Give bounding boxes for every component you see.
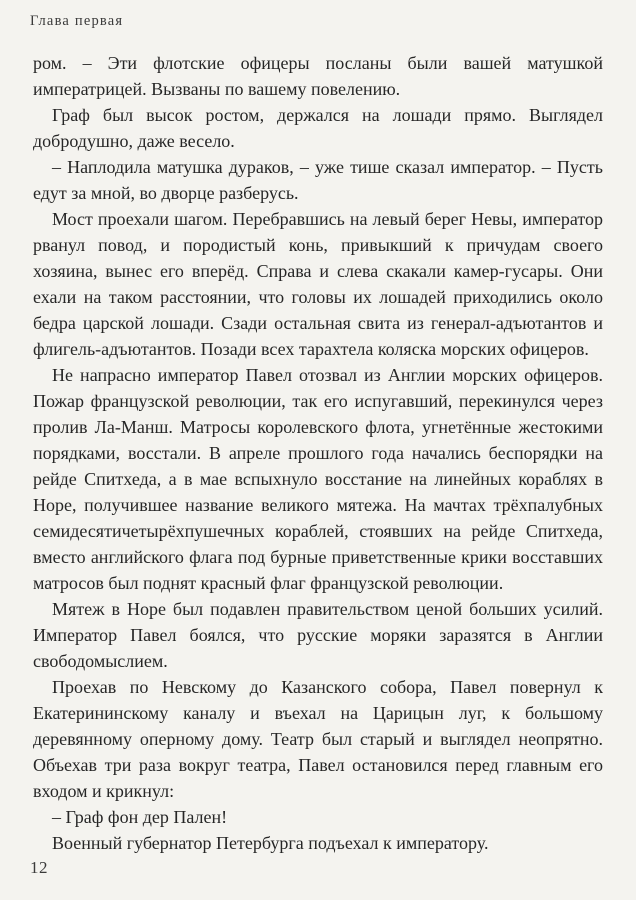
paragraph: Военный губернатор Петербурга подъехал к императору. — [52, 833, 489, 853]
paragraph: Мятеж в Норе был подавлен правительством ценой больших усилий. Император Павел боялся, что русские моряки заразятся в Англии свободомыслием. — [33, 599, 603, 671]
paragraph: Проехав по Невскому до Казанского собора, Павел повернул к Екатерининскому каналу и въехал на Царицын луг, к большому деревянному оперному дому. Театр был старый и выглядел неопрятно. Объехав три раза вокруг театра, Павел остановился перед главным его входом и крикнул: — [33, 677, 603, 801]
paragraph: – Граф фон дер Пален! — [52, 807, 228, 827]
paragraph: Мост проехали шагом. Перебравшись на левый берег Невы, император рванул повод, и породистый конь, привыкший к причудам своего хозяина, вынес его вперёд. Справа и слева скакали камер-гусары. Они ехали на таком расстоянии, что головы их лошадей приходились около бедра царской лошади. Сзади остальная свита из генерал-адъютантов и флигель-адъютантов. Позади всех тарахтела коляска морских офицеров. — [33, 209, 603, 359]
paragraph: – Наплодила матушка дураков, – уже тише сказал император. – Пусть едут за мной, во дворце разберусь. — [33, 157, 603, 203]
paragraph: Граф был высок ростом, держался на лошади прямо. Выглядел добродушно, даже весело. — [33, 105, 603, 151]
running-head: Глава первая — [30, 13, 124, 29]
body-text — [33, 50, 603, 856]
paragraph: Не напрасно император Павел отозвал из Англии морских офицеров. Пожар французской революции, так его испугавший, перекинулся через пролив Ла-Манш. Матросы королевского флота, угнетённые жестокими порядками, восстали. В апреле прошлого года начались беспорядки на рейде Спитхеда, а в мае вспыхнуло восстание на линейных кораблях в Норе, получившее название великого мятежа. На мачтах трёхпалубных семидесятичетырёхпушечных кораблей, стоявших на рейде Спитхеда, вместо английского флага под бурные приветственные крики восставших матросов был поднят красный флаг французской революции. — [33, 365, 603, 593]
paragraph: ром. – Эти флотские офицеры посланы были вашей матушкой императрицей. Вызваны по вашему повелению. — [33, 53, 603, 99]
page-number: 12 — [30, 858, 48, 877]
